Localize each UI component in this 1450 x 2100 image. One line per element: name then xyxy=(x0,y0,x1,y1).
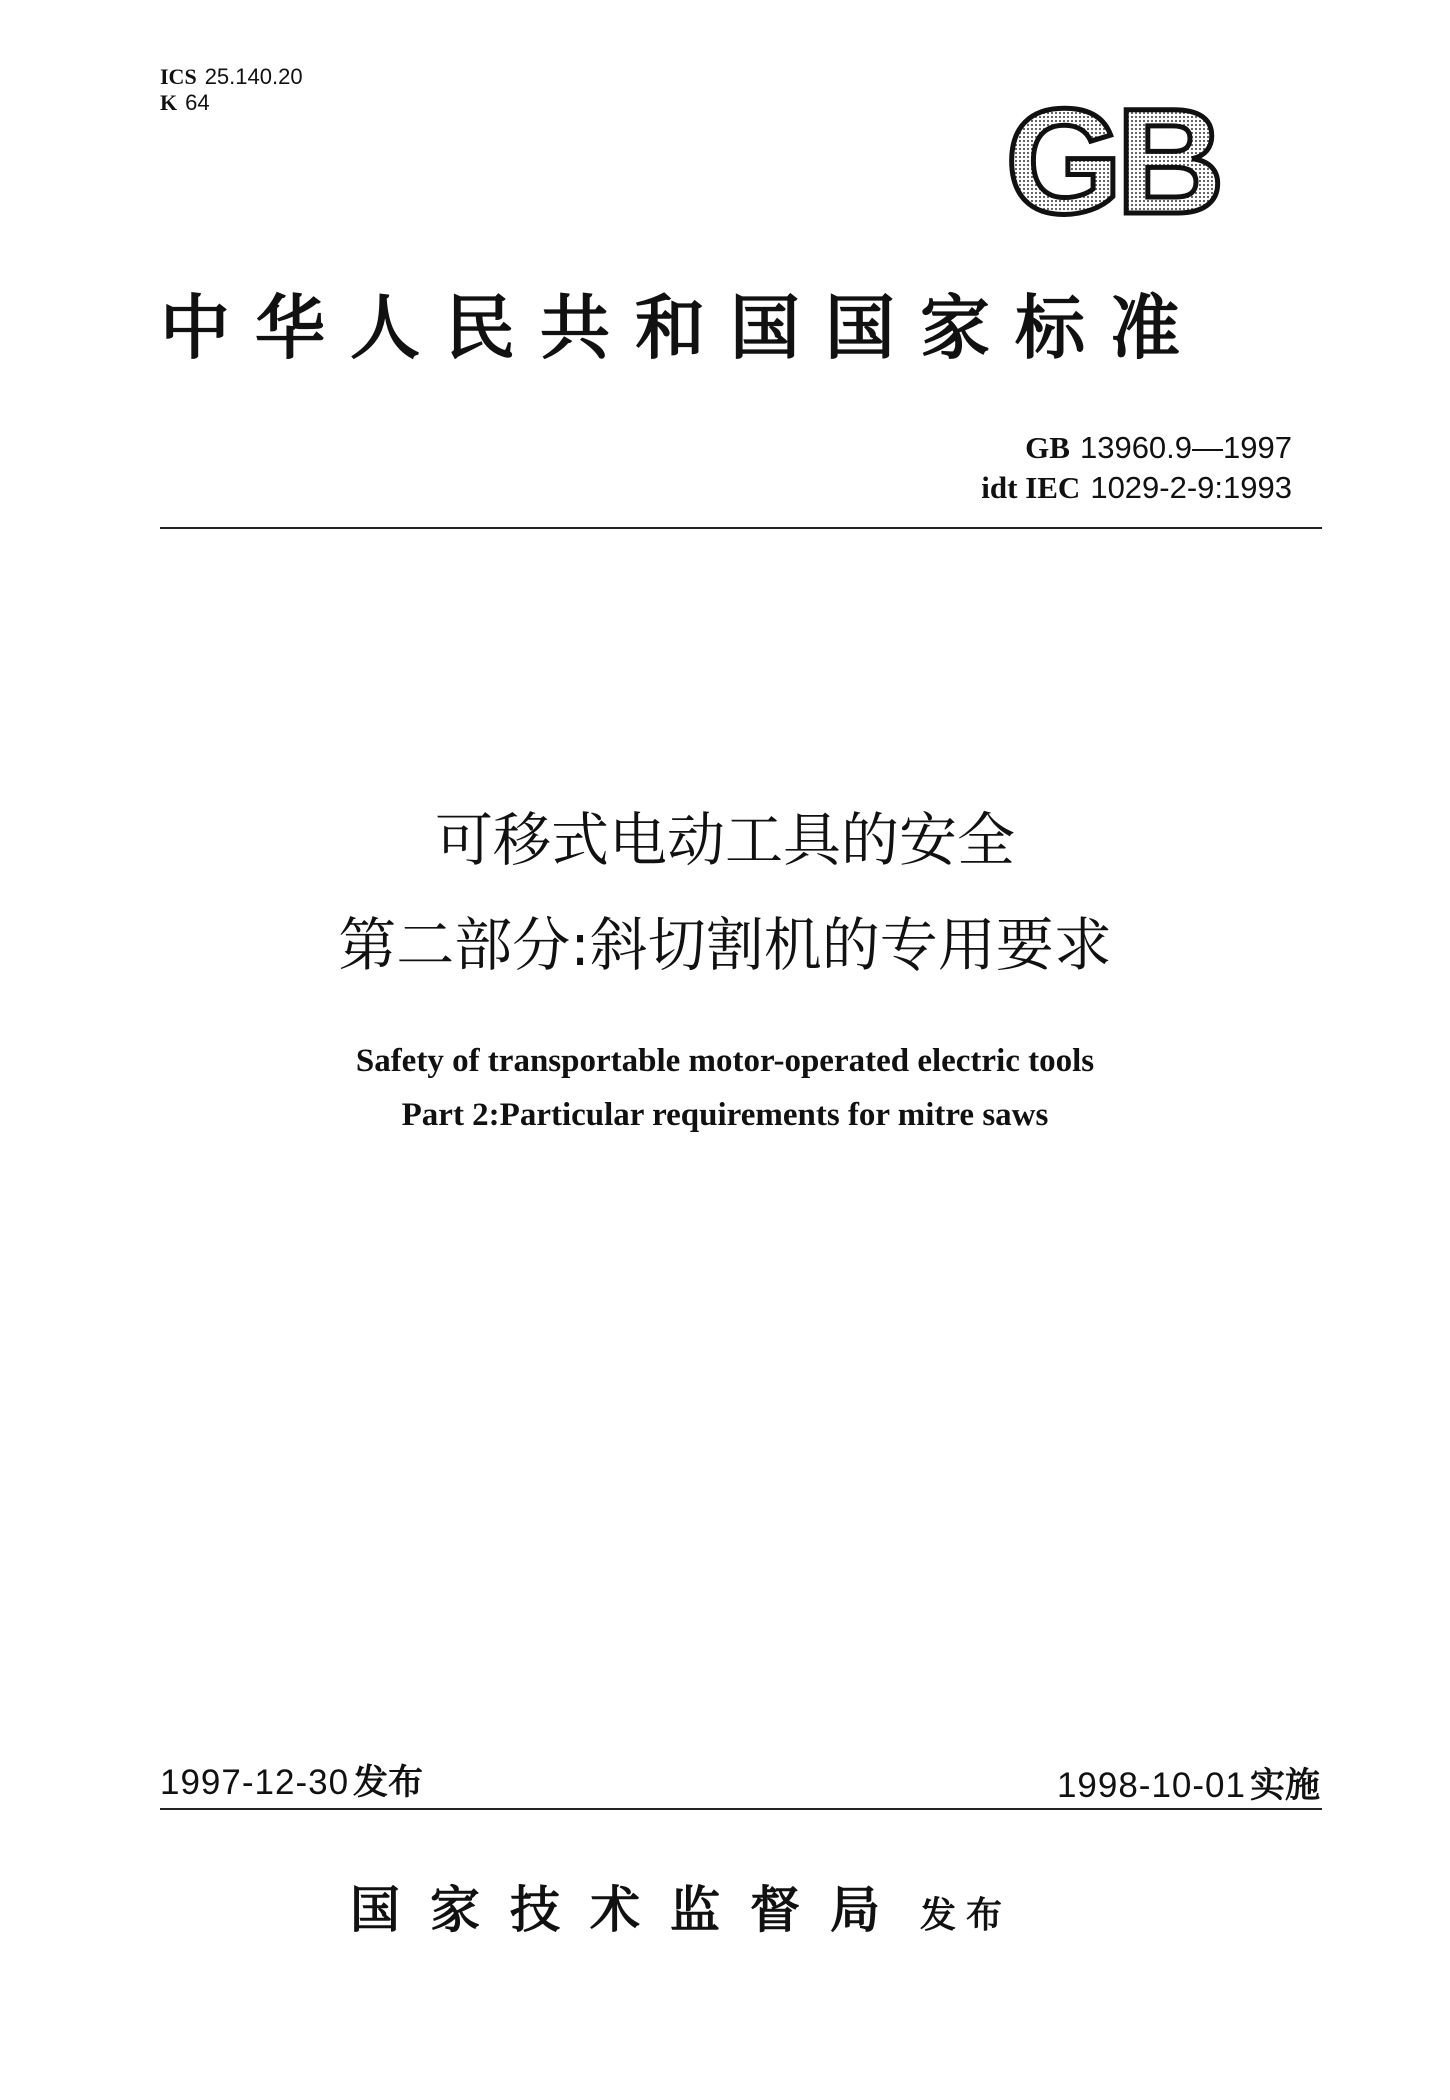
implementation-date-suffix: 实施 xyxy=(1249,1766,1320,1806)
idt-number xyxy=(981,468,1292,508)
publisher-name: 国家技术监督局 xyxy=(350,1882,910,1938)
idt-number-label: idt IEC xyxy=(981,470,1081,505)
k-code xyxy=(160,90,303,116)
title-english-line2: Part 2:Particular requirements for mitre saws xyxy=(401,1097,1049,1133)
standard-numbers xyxy=(981,428,1292,508)
footer-divider xyxy=(160,1808,1322,1810)
classification-codes xyxy=(160,64,303,116)
implementation-date xyxy=(1057,1765,1320,1807)
idt-number-value: 1029-2-9:1993 xyxy=(1090,470,1292,505)
title-chinese-line2: 第二部分:斜切割机的专用要求 xyxy=(338,911,1112,979)
issue-date xyxy=(160,1762,423,1804)
publisher xyxy=(350,1880,1012,1945)
ics-value: 25.140.20 xyxy=(204,64,303,89)
k-value: 64 xyxy=(185,90,210,115)
implementation-date-value: 1998-10-01 xyxy=(1056,1766,1246,1805)
issue-date-suffix: 发布 xyxy=(353,1763,424,1803)
publisher-verb: 发布 xyxy=(920,1895,1013,1935)
ics-code xyxy=(160,64,303,90)
title-chinese-line1: 可移式电动工具的安全 xyxy=(434,806,1015,874)
gb-logo-text: GB xyxy=(1005,95,1219,225)
gb-number-value: 13960.9—1997 xyxy=(1079,430,1292,465)
gb-logo xyxy=(990,95,1235,225)
ics-label: ICS xyxy=(160,64,197,89)
national-standard-heading: 中华人民共和国国家标准 xyxy=(160,291,1205,368)
gb-number xyxy=(981,428,1292,468)
issue-date-value: 1997-12-30 xyxy=(160,1763,350,1802)
header-divider xyxy=(160,527,1322,529)
k-label: K xyxy=(160,90,178,115)
gb-number-label: GB xyxy=(1025,430,1070,465)
title-english-line1: Safety of transportable motor-operated electric tools xyxy=(355,1043,1095,1079)
